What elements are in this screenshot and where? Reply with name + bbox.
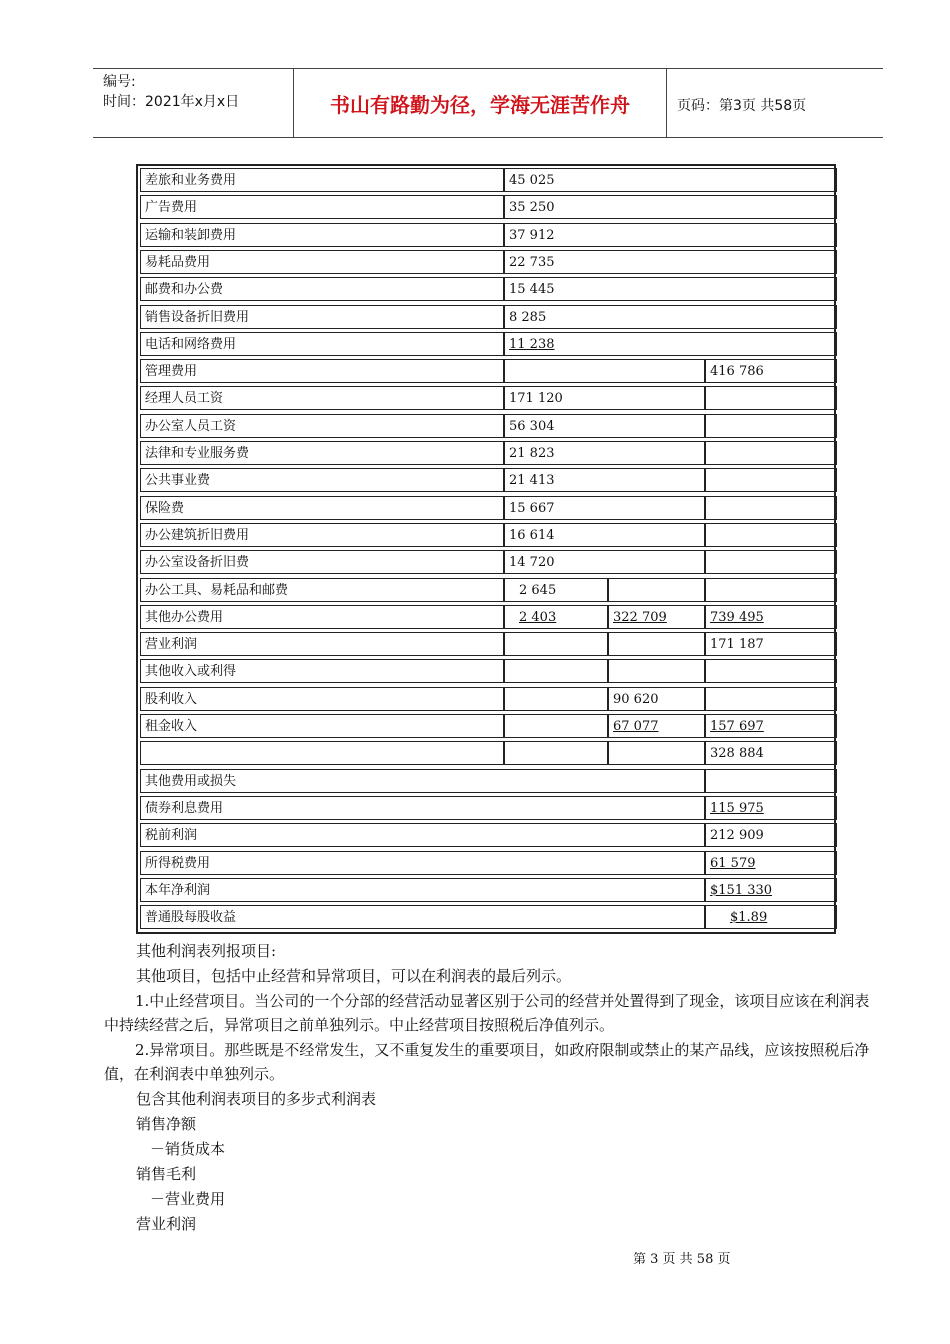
table-row xyxy=(140,359,836,385)
row-label: 本年净利润 xyxy=(140,878,705,902)
row-label: 债券利息费用 xyxy=(140,796,705,820)
amount-cell-c3: 739 495 xyxy=(705,605,837,629)
table-row xyxy=(140,195,836,221)
amount-cell-c2: 90 620 xyxy=(608,687,705,711)
row-label xyxy=(140,741,504,765)
table-row xyxy=(140,441,836,467)
amount-cell-c1: 22 735 xyxy=(504,250,837,274)
table-row xyxy=(140,714,836,740)
amount-cell-c3: 212 909 xyxy=(705,823,837,847)
amount-cell-c3 xyxy=(705,414,837,438)
row-label: 保险费 xyxy=(140,496,504,520)
amount-cell-c1: 56 304 xyxy=(504,414,705,438)
row-label: 运输和装卸费用 xyxy=(140,223,504,247)
row-label: 办公工具、易耗品和邮费 xyxy=(140,578,504,602)
amount-cell-c1: 21 413 xyxy=(504,468,705,492)
row-label: 管理费用 xyxy=(140,359,504,383)
table-row xyxy=(140,496,836,522)
table-row xyxy=(140,632,836,658)
amount-cell-c2 xyxy=(608,741,705,765)
amount-cell-c1: 37 912 xyxy=(504,223,837,247)
row-label: 经理人员工资 xyxy=(140,386,504,410)
amount-cell-c3: 171 187 xyxy=(705,632,837,656)
amount-cell-c2 xyxy=(608,632,705,656)
amount-cell-c1: 21 823 xyxy=(504,441,705,465)
table-row xyxy=(140,878,836,904)
amount-cell-c3: 115 975 xyxy=(705,796,837,820)
amount-cell-c1: 16 614 xyxy=(504,523,705,547)
paragraph-discontinued: 1.中止经营项目。当公司的一个分部的经营活动显著区别于公司的经营并处置得到了现金，该项目应该在利润表中持续经营之后，异常项目之前单独列示。中止经营项目按照税后净值列示。 xyxy=(104,992,870,1034)
page-header xyxy=(93,68,883,138)
table-row xyxy=(140,823,836,849)
amount-cell-c3 xyxy=(705,659,837,683)
row-label: 其他办公费用 xyxy=(140,605,504,629)
table-row xyxy=(140,250,836,276)
amount-cell-c1: 15 445 xyxy=(504,277,837,301)
paragraph-extraordinary: 2.异常项目。那些既是不经常发生，又不重复发生的重要项目，如政府限制或禁止的某产品线，应该按照税后净值，在利润表中单独列示。 xyxy=(104,1041,870,1083)
amount-cell-c3 xyxy=(705,550,837,574)
amount-cell-c3 xyxy=(705,386,837,410)
table-row xyxy=(140,851,836,877)
amount-cell-c1 xyxy=(504,687,608,711)
list-item: 营业利润 xyxy=(136,1215,197,1233)
row-label: 其他收入或利得 xyxy=(140,659,504,683)
row-label: 营业利润 xyxy=(140,632,504,656)
row-label: 差旅和业务费用 xyxy=(140,168,504,192)
table-row xyxy=(140,305,836,331)
amount-cell-c1 xyxy=(504,714,608,738)
amount-cell-c3 xyxy=(705,468,837,492)
amount-cell-c3 xyxy=(705,523,837,547)
row-label: 其他费用或损失 xyxy=(140,769,705,793)
amount-cell-c3 xyxy=(705,496,837,520)
table-row xyxy=(140,605,836,631)
table-row xyxy=(140,741,836,767)
amount-cell-c1: 171 120 xyxy=(504,386,705,410)
row-label: 易耗品费用 xyxy=(140,250,504,274)
table-row xyxy=(140,523,836,549)
row-label: 邮费和办公费 xyxy=(140,277,504,301)
row-label: 股利收入 xyxy=(140,687,504,711)
amount-cell-c1: 35 250 xyxy=(504,195,837,219)
table-row xyxy=(140,277,836,303)
table-row xyxy=(140,223,836,249)
row-label: 所得税费用 xyxy=(140,851,705,875)
doc-number-label: 编号: xyxy=(103,74,136,90)
header-page-info: 页码：第3页 共58页 xyxy=(677,98,807,114)
table-row xyxy=(140,578,836,604)
row-label: 普通股每股收益 xyxy=(140,905,705,929)
amount-cell-c3 xyxy=(705,687,837,711)
table-row xyxy=(140,386,836,412)
amount-cell-c1 xyxy=(504,659,608,683)
amount-cell-c1: 15 667 xyxy=(504,496,705,520)
amount-cell-c3: 416 786 xyxy=(705,359,837,383)
row-label: 法律和专业服务费 xyxy=(140,441,504,465)
table-row xyxy=(140,769,836,795)
section-heading: 其他利润表列报项目: xyxy=(136,942,277,960)
table-row xyxy=(140,687,836,713)
table-row xyxy=(140,550,836,576)
amount-cell-c2: 322 709 xyxy=(608,605,705,629)
amount-cell-c2 xyxy=(608,659,705,683)
income-statement-table xyxy=(136,164,836,934)
amount-cell-c2: 67 077 xyxy=(608,714,705,738)
list-item: 销售净额 xyxy=(136,1115,197,1133)
row-label: 租金收入 xyxy=(140,714,504,738)
table-row xyxy=(140,468,836,494)
amount-cell-c1: 8 285 xyxy=(504,305,837,329)
paragraph-other-items: 其他项目，包括中止经营和异常项目，可以在利润表的最后列示。 xyxy=(136,967,572,985)
table-row xyxy=(140,796,836,822)
doc-time-label: 时间：2021年x月x日 xyxy=(103,94,240,110)
table-row xyxy=(140,168,836,194)
amount-cell-c1: 2 645 xyxy=(504,578,608,602)
row-label: 销售设备折旧费用 xyxy=(140,305,504,329)
row-label: 办公室设备折旧费 xyxy=(140,550,504,574)
row-label: 广告费用 xyxy=(140,195,504,219)
list-item: －营业费用 xyxy=(150,1190,226,1208)
row-label: 办公室人员工资 xyxy=(140,414,504,438)
table-row xyxy=(140,659,836,685)
amount-cell-c3 xyxy=(705,441,837,465)
table-row xyxy=(140,332,836,358)
amount-cell-c1: 2 403 xyxy=(504,605,608,629)
amount-cell-c1: 11 238 xyxy=(504,332,837,356)
amount-cell-c1 xyxy=(504,741,608,765)
amount-cell-c1: 45 025 xyxy=(504,168,837,192)
amount-cell-c3 xyxy=(705,578,837,602)
amount-cell-c3: $1.89 xyxy=(705,905,837,929)
header-left-cell xyxy=(93,69,294,137)
row-label: 公共事业费 xyxy=(140,468,504,492)
amount-cell-c1 xyxy=(504,632,608,656)
amount-cell-c2 xyxy=(608,578,705,602)
amount-cell-c3: 157 697 xyxy=(705,714,837,738)
amount-cell-c3: 328 884 xyxy=(705,741,837,765)
amount-cell-c3: $151 330 xyxy=(705,878,837,902)
header-motto: 书山有路勤为径，学海无涯苦作舟 xyxy=(294,69,667,137)
amount-cell-c1: 14 720 xyxy=(504,550,705,574)
table-row xyxy=(140,905,836,931)
list-item: －销货成本 xyxy=(150,1140,226,1158)
row-label: 办公建筑折旧费用 xyxy=(140,523,504,547)
list-item: 销售毛利 xyxy=(136,1165,197,1183)
row-label: 电话和网络费用 xyxy=(140,332,504,356)
row-label: 税前利润 xyxy=(140,823,705,847)
page-footer: 第 3 页 共 58 页 xyxy=(633,1252,731,1267)
multistep-title: 包含其他利润表项目的多步式利润表 xyxy=(136,1090,377,1108)
amount-cell-c1 xyxy=(504,359,705,383)
table-row xyxy=(140,414,836,440)
amount-cell-c3 xyxy=(705,769,837,793)
amount-cell-c3: 61 579 xyxy=(705,851,837,875)
